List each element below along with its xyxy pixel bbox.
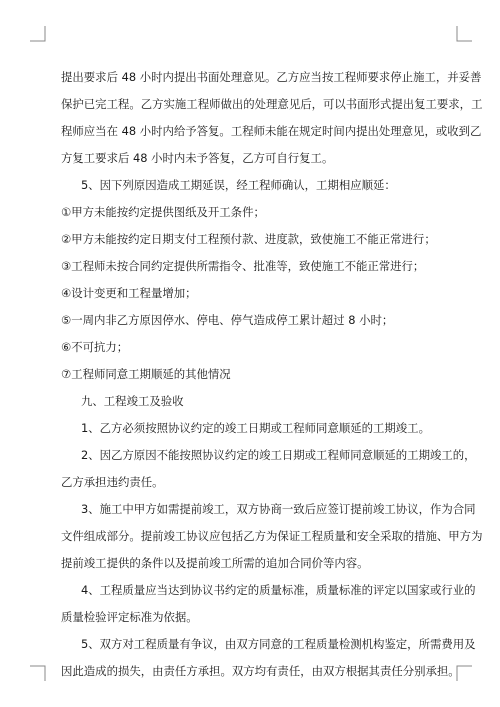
text-line: 保护已完工程。乙方实施工程师做出的处理意见后，可以书面形式提出复工要求，工 — [61, 97, 483, 111]
text-line: 2、因乙方原因不能按照协议约定的竣工日期或工程师同意顺延的工期竣工的， — [81, 448, 476, 462]
crop-mark-bottom-left — [30, 665, 46, 681]
text-line: 4、工程质量应当达到协议书约定的质量标准，质量标准的评定以国家或行业的 — [81, 583, 476, 597]
text-line: 方复工要求后 48 小时内未予答复，乙方可自行复工。 — [61, 151, 334, 165]
list-item: ①甲方未能按约定提供图纸及开工条件； — [61, 205, 265, 219]
text-line: 质量检验评定标准为依据。 — [61, 610, 198, 624]
text-line: 程师应当在 48 小时内给予答复。工程师未能在规定时间内提出处理意见，或收到乙 — [61, 124, 482, 138]
list-item: ④设计变更和工程量增加； — [61, 286, 197, 300]
text-line: 文件组成部分。提前竣工协议应包括乙方为保证工程质量和安全采取的措施、甲方为 — [61, 529, 483, 543]
text-line: 提前竣工提供的条件以及提前竣工所需的追加合同价等内容。 — [61, 556, 369, 570]
crop-mark-top-left — [30, 26, 46, 42]
text-line: 1、乙方必须按照协议约定的竣工日期或工程师同意顺延的工期竣工。 — [81, 421, 430, 435]
section-heading: 九、工程竣工及验收 — [81, 394, 184, 408]
list-item: ③工程师未按合同约定提供所需指令、批准等，致使施工不能正常进行； — [61, 259, 425, 273]
list-item: ②甲方未能按约定日期支付工程预付款、进度款，致使施工不能正常进行； — [61, 232, 436, 246]
text-line: 乙方承担违约责任。 — [61, 475, 164, 489]
list-item: ⑥不可抗力； — [61, 340, 129, 354]
text-line: 提出要求后 48 小时内提出书面处理意见。乙方应当按工程师要求停止施工，并妥善 — [61, 70, 482, 84]
text-line: 3、施工中甲方如需提前竣工，双方协商一致后应签订提前竣工协议，作为合同 — [81, 502, 476, 516]
list-item: ⑤一周内非乙方原因停水、停电、停气造成停工累计超过 8 小时； — [61, 313, 394, 327]
text-line: 5、双方对工程质量有争议，由双方同意的工程质量检测机构鉴定，所需费用及 — [81, 637, 476, 651]
text-line: 5、因下列原因造成工期延误，经工程师确认，工期相应顺延： — [81, 178, 396, 192]
text-line: 因此造成的损失，由责任方承担。双方均有责任，由双方根据其责任分别承担。 — [61, 664, 460, 678]
list-item: ⑦工程师同意工期顺延的其他情况 — [61, 367, 231, 381]
crop-mark-top-right — [456, 26, 472, 42]
